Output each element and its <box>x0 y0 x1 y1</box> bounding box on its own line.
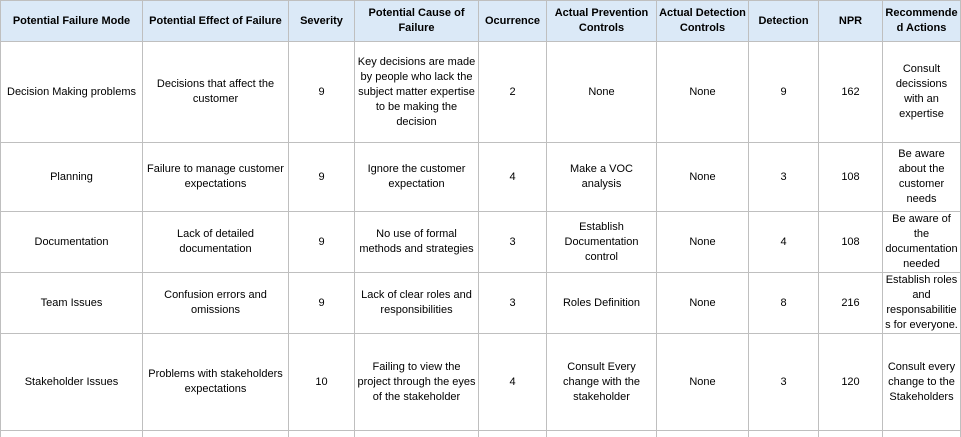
cell-severity: 9 <box>289 273 355 334</box>
cell-recommended-actions: Establish roles and responsabilities for everyone. <box>883 273 961 334</box>
cell-detection: 9 <box>749 42 819 143</box>
cell-severity: 9 <box>289 143 355 212</box>
cell-detection-controls: None <box>657 273 749 334</box>
cell-occurrence: 2 <box>479 42 547 143</box>
header-effect: Potential Effect of Failure <box>143 1 289 42</box>
header-detection-controls: Actual Detection Controls <box>657 1 749 42</box>
cell-occurrence: 3 <box>479 212 547 273</box>
cell-empty <box>547 431 657 437</box>
cell-npr: 108 <box>819 143 883 212</box>
cell-prevention-controls: Establish Documentation control <box>547 212 657 273</box>
cell-cause: Lack of clear roles and responsibilities <box>355 273 479 334</box>
cell-detection-controls: None <box>657 42 749 143</box>
cell-severity: 9 <box>289 212 355 273</box>
header-occurrence: Ocurrence <box>479 1 547 42</box>
cell-detection-controls: None <box>657 334 749 431</box>
header-row <box>1 1 961 42</box>
cell-empty <box>1 431 143 437</box>
cell-detection-controls: None <box>657 212 749 273</box>
header-recommended-actions: Recommended Actions <box>883 1 961 42</box>
cell-prevention-controls: Consult Every change with the stakeholder <box>547 334 657 431</box>
cell-failure-mode: Decision Making problems <box>1 42 143 143</box>
cell-npr: 216 <box>819 273 883 334</box>
cell-empty <box>749 431 819 437</box>
header-npr: NPR <box>819 1 883 42</box>
cell-occurrence: 4 <box>479 143 547 212</box>
cell-cause: Failing to view the project through the eyes of the stakeholder <box>355 334 479 431</box>
cell-recommended-actions: Consult every change to the Stakeholders <box>883 334 961 431</box>
cell-effect: Decisions that affect the customer <box>143 42 289 143</box>
cell-prevention-controls: Roles Definition <box>547 273 657 334</box>
header-detection: Detection <box>749 1 819 42</box>
cell-cause: Key decisions are made by people who lack the subject matter expertise to be making the decision <box>355 42 479 143</box>
header-severity: Severity <box>289 1 355 42</box>
table-row <box>1 143 961 212</box>
header-failure-mode: Potential Failure Mode <box>1 1 143 42</box>
cell-empty <box>479 431 547 437</box>
cell-effect: Lack of detailed documentation <box>143 212 289 273</box>
cell-prevention-controls: None <box>547 42 657 143</box>
cell-severity: 10 <box>289 334 355 431</box>
header-prevention-controls: Actual Prevention Controls <box>547 1 657 42</box>
header-cause: Potential Cause of Failure <box>355 1 479 42</box>
table-row <box>1 212 961 273</box>
cell-recommended-actions: Be aware about the customer needs <box>883 143 961 212</box>
table-row <box>1 334 961 431</box>
cell-cause: No use of formal methods and strategies <box>355 212 479 273</box>
cell-failure-mode: Documentation <box>1 212 143 273</box>
cell-detection: 4 <box>749 212 819 273</box>
cell-severity: 9 <box>289 42 355 143</box>
cell-detection: 3 <box>749 334 819 431</box>
cell-npr: 120 <box>819 334 883 431</box>
cell-npr: 162 <box>819 42 883 143</box>
cell-detection: 8 <box>749 273 819 334</box>
table-row <box>1 273 961 334</box>
cell-occurrence: 3 <box>479 273 547 334</box>
cell-occurrence: 4 <box>479 334 547 431</box>
cell-effect: Confusion errors and omissions <box>143 273 289 334</box>
cell-prevention-controls: Make a VOC analysis <box>547 143 657 212</box>
cell-failure-mode: Stakeholder Issues <box>1 334 143 431</box>
cell-failure-mode: Team Issues <box>1 273 143 334</box>
cell-empty <box>289 431 355 437</box>
cell-cause: Ignore the customer expectation <box>355 143 479 212</box>
cell-failure-mode: Planning <box>1 143 143 212</box>
cell-effect: Problems with stakeholders expectations <box>143 334 289 431</box>
cell-detection: 3 <box>749 143 819 212</box>
cell-detection-controls: None <box>657 143 749 212</box>
cell-recommended-actions: Consult decissions with an expertise <box>883 42 961 143</box>
cell-empty <box>819 431 883 437</box>
table-row-empty <box>1 431 961 437</box>
cell-empty <box>657 431 749 437</box>
cell-recommended-actions: Be aware of the documentation needed <box>883 212 961 273</box>
cell-empty <box>355 431 479 437</box>
cell-empty <box>143 431 289 437</box>
cell-npr: 108 <box>819 212 883 273</box>
table-row <box>1 42 961 143</box>
cell-empty <box>883 431 961 437</box>
cell-effect: Failure to manage customer expectations <box>143 143 289 212</box>
